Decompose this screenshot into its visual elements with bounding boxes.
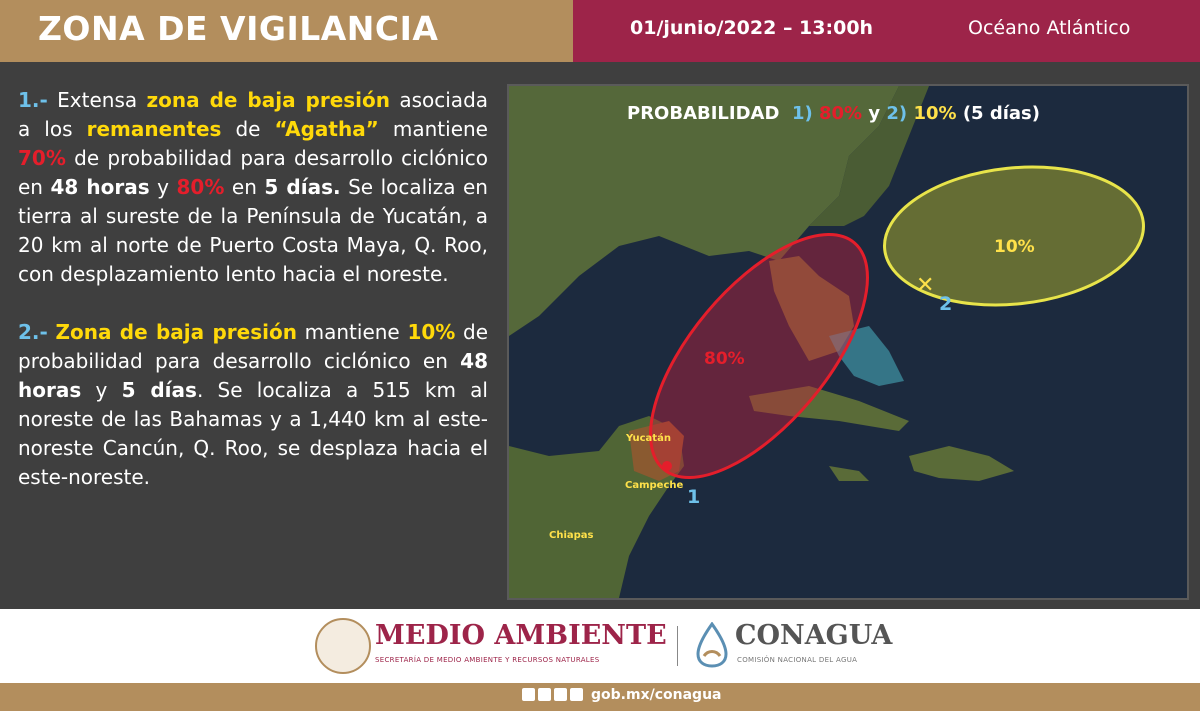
conagua-subtitle: COMISIÓN NACIONAL DEL AGUA (737, 656, 858, 664)
item-2-number: 2.- (18, 320, 48, 344)
content-panel (0, 62, 1200, 609)
item-2-probability: 10% (407, 320, 456, 344)
region-label: Océano Atlántico (968, 17, 1131, 39)
item-1-text: mantiene (378, 117, 488, 141)
title-box (0, 0, 573, 62)
header-bar (0, 0, 1200, 62)
label-chiapas: Chiapas (549, 530, 594, 541)
item-2-text: mantiene (296, 320, 408, 344)
item-1-bold: 5 días. (264, 175, 341, 199)
instagram-icon[interactable] (554, 688, 567, 701)
item-1-highlight: zona de baja presión (146, 88, 390, 112)
medio-ambiente-subtitle: SECRETARÍA DE MEDIO AMBIENTE Y RECURSOS NATURALES (375, 656, 600, 664)
youtube-icon[interactable] (570, 688, 583, 701)
item-2-text: y (81, 378, 122, 402)
zone-1-percent: 80% (704, 349, 745, 369)
item-1-highlight: remanentes (86, 117, 222, 141)
item-2 (18, 318, 488, 492)
zone-1-center-marker (662, 461, 672, 471)
item-1-text: de probabilidad para desarrollo ciclónico en (18, 146, 488, 199)
zone-1-number: 1 (687, 486, 701, 508)
item-1-highlight: “Agatha” (274, 117, 379, 141)
legend-1-num: 1) (791, 103, 813, 124)
legend-2-value: 10% (913, 103, 957, 124)
mexico-seal-icon (315, 618, 371, 674)
item-1-text: y (149, 175, 177, 199)
zone-2-percent: 10% (994, 237, 1035, 257)
zone-2-center-marker: ✕ (916, 273, 935, 298)
item-1-probability: 80% (176, 175, 225, 199)
facebook-icon[interactable] (522, 688, 535, 701)
medio-ambiente-logo: MEDIO AMBIENTE (375, 620, 667, 651)
date-time: 01/junio/2022 – 13:00h (630, 17, 874, 39)
item-1-text: de (221, 117, 275, 141)
social-icons (522, 687, 586, 702)
conagua-logo: CONAGUA (735, 620, 893, 651)
probability-legend (627, 103, 1040, 124)
item-1 (18, 86, 488, 289)
description-column (18, 86, 488, 521)
item-1-bold: 48 horas (50, 175, 150, 199)
probability-title: PROBABILIDAD (627, 103, 780, 124)
item-2-bold: 48 horas (18, 349, 488, 402)
item-1-text: en (224, 175, 265, 199)
zone-2-number: 2 (939, 293, 953, 315)
legend-period: (5 días) (962, 103, 1040, 124)
item-2-highlight: Zona de baja presión (55, 320, 297, 344)
conagua-drop-icon (694, 622, 730, 668)
item-1-number: 1.- (18, 88, 48, 112)
item-1-probability: 70% (18, 146, 66, 170)
website-link[interactable]: gob.mx/conagua (591, 687, 722, 703)
item-1-text: asociada a los (18, 88, 489, 141)
map-graphic (509, 86, 1187, 598)
label-campeche: Campeche (625, 480, 684, 491)
logo-divider (677, 626, 678, 666)
item-1-text: Extensa (47, 88, 147, 112)
item-2-text: de probabilidad para desarrollo ciclónico en (18, 320, 489, 373)
legend-conj: y (868, 103, 881, 124)
item-1-text: Se localiza en tierra al sureste de la Península de Yucatán, a 20 km al norte de Puerto Costa Maya, Q. Roo, con desplazamiento lento hacia el noreste. (18, 175, 488, 286)
page-title: ZONA DE VIGILANCIA (38, 9, 439, 48)
twitter-icon[interactable] (538, 688, 551, 701)
item-2-text: . Se localiza a 515 km al noreste de las Bahamas y a 1,440 km al este-noreste Cancún, Q. Roo, se desplaza hacia el este-noreste. (18, 378, 488, 489)
legend-1-value: 80% (819, 103, 863, 124)
label-yucatan: Yucatán (626, 433, 671, 444)
item-2-bold: 5 días (121, 378, 197, 402)
legend-2-num: 2) (886, 103, 908, 124)
satellite-map (507, 84, 1189, 600)
